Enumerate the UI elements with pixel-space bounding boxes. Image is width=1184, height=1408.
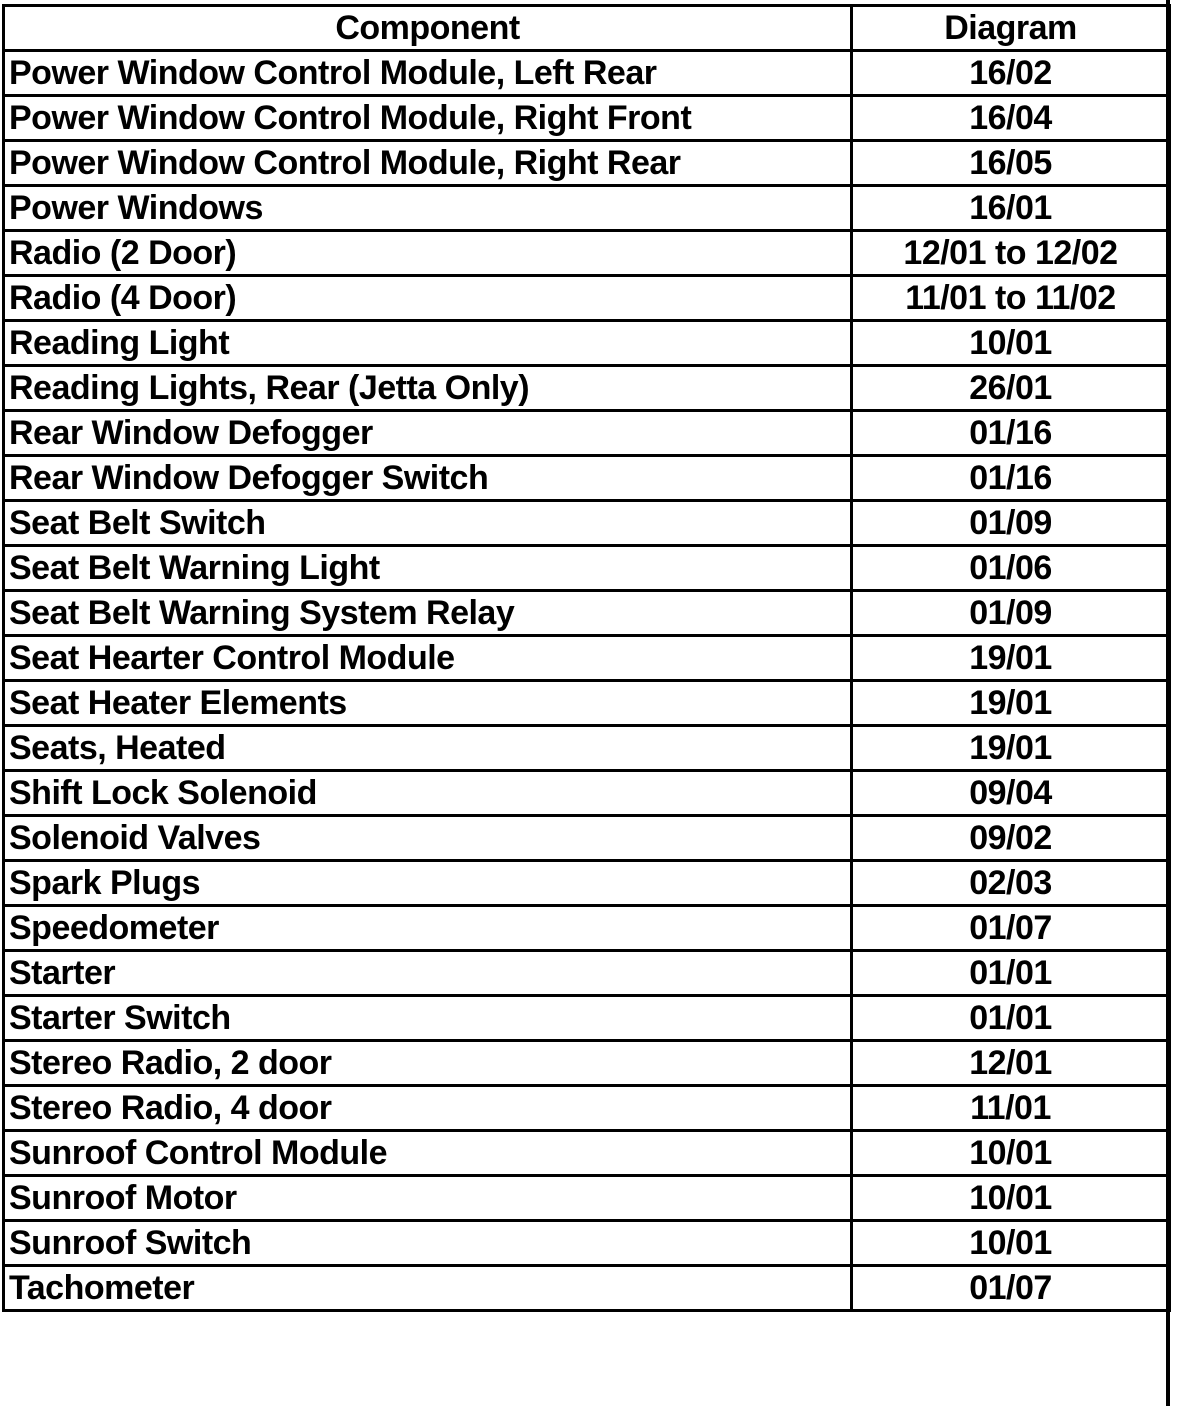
table-row [4,906,1170,951]
diagram-cell: 16/05 [852,141,1170,186]
diagram-cell: 01/16 [852,411,1170,456]
component-cell: Seat Belt Warning System Relay [4,591,852,636]
diagram-cell: 12/01 [852,1041,1170,1086]
component-cell: Starter [4,951,852,996]
diagram-cell: 19/01 [852,636,1170,681]
table-row [4,951,1170,996]
diagram-cell: 01/07 [852,906,1170,951]
table-row [4,96,1170,141]
table-body [4,51,1170,1311]
component-cell: Rear Window Defogger Switch [4,456,852,501]
diagram-cell: 16/02 [852,51,1170,96]
diagram-cell: 09/02 [852,816,1170,861]
table-row [4,726,1170,771]
component-diagram-table-wrapper [2,4,1171,1312]
component-cell: Power Window Control Module, Right Front [4,96,852,141]
component-cell: Power Window Control Module, Left Rear [4,51,852,96]
table-row [4,51,1170,96]
component-cell: Starter Switch [4,996,852,1041]
diagram-cell: 26/01 [852,366,1170,411]
diagram-cell: 01/01 [852,951,1170,996]
column-header-diagram: Diagram [852,6,1170,51]
table-row [4,141,1170,186]
diagram-cell: 01/07 [852,1266,1170,1311]
diagram-cell: 10/01 [852,1131,1170,1176]
table-row [4,276,1170,321]
diagram-cell: 01/09 [852,501,1170,546]
table-row [4,411,1170,456]
component-cell: Seat Belt Warning Light [4,546,852,591]
component-cell: Reading Light [4,321,852,366]
component-cell: Power Windows [4,186,852,231]
component-cell: Reading Lights, Rear (Jetta Only) [4,366,852,411]
table-row [4,321,1170,366]
component-cell: Radio (2 Door) [4,231,852,276]
component-cell: Stereo Radio, 2 door [4,1041,852,1086]
table-right-edge [1166,0,1170,1406]
diagram-cell: 16/04 [852,96,1170,141]
diagram-cell: 10/01 [852,1221,1170,1266]
table-row [4,456,1170,501]
component-cell: Solenoid Valves [4,816,852,861]
component-cell: Spark Plugs [4,861,852,906]
component-cell: Seat Hearter Control Module [4,636,852,681]
table-row [4,1176,1170,1221]
component-cell: Seat Belt Switch [4,501,852,546]
diagram-cell: 01/09 [852,591,1170,636]
component-cell: Tachometer [4,1266,852,1311]
table-row [4,636,1170,681]
component-cell: Speedometer [4,906,852,951]
table-row [4,1086,1170,1131]
diagram-cell: 09/04 [852,771,1170,816]
component-cell: Power Window Control Module, Right Rear [4,141,852,186]
diagram-cell: 01/06 [852,546,1170,591]
diagram-cell: 19/01 [852,681,1170,726]
table-row [4,1221,1170,1266]
component-diagram-table [2,4,1171,1312]
diagram-cell: 11/01 to 11/02 [852,276,1170,321]
table-row [4,186,1170,231]
table-row [4,681,1170,726]
component-cell: Sunroof Control Module [4,1131,852,1176]
table-row [4,816,1170,861]
table-row [4,1041,1170,1086]
diagram-cell: 19/01 [852,726,1170,771]
diagram-cell: 02/03 [852,861,1170,906]
table-row [4,366,1170,411]
diagram-cell: 01/16 [852,456,1170,501]
diagram-cell: 16/01 [852,186,1170,231]
diagram-cell: 01/01 [852,996,1170,1041]
component-cell: Rear Window Defogger [4,411,852,456]
component-cell: Radio (4 Door) [4,276,852,321]
component-cell: Seat Heater Elements [4,681,852,726]
table-row [4,546,1170,591]
diagram-cell: 12/01 to 12/02 [852,231,1170,276]
component-cell: Sunroof Switch [4,1221,852,1266]
component-cell: Shift Lock Solenoid [4,771,852,816]
column-header-component: Component [4,6,852,51]
table-row [4,1266,1170,1311]
table-row [4,996,1170,1041]
table-header-row [4,6,1170,51]
table-row [4,591,1170,636]
table-row [4,861,1170,906]
component-cell: Sunroof Motor [4,1176,852,1221]
table-row [4,231,1170,276]
component-cell: Seats, Heated [4,726,852,771]
table-row [4,771,1170,816]
table-row [4,1131,1170,1176]
table-row [4,501,1170,546]
component-cell: Stereo Radio, 4 door [4,1086,852,1131]
diagram-cell: 11/01 [852,1086,1170,1131]
diagram-cell: 10/01 [852,321,1170,366]
diagram-cell: 10/01 [852,1176,1170,1221]
